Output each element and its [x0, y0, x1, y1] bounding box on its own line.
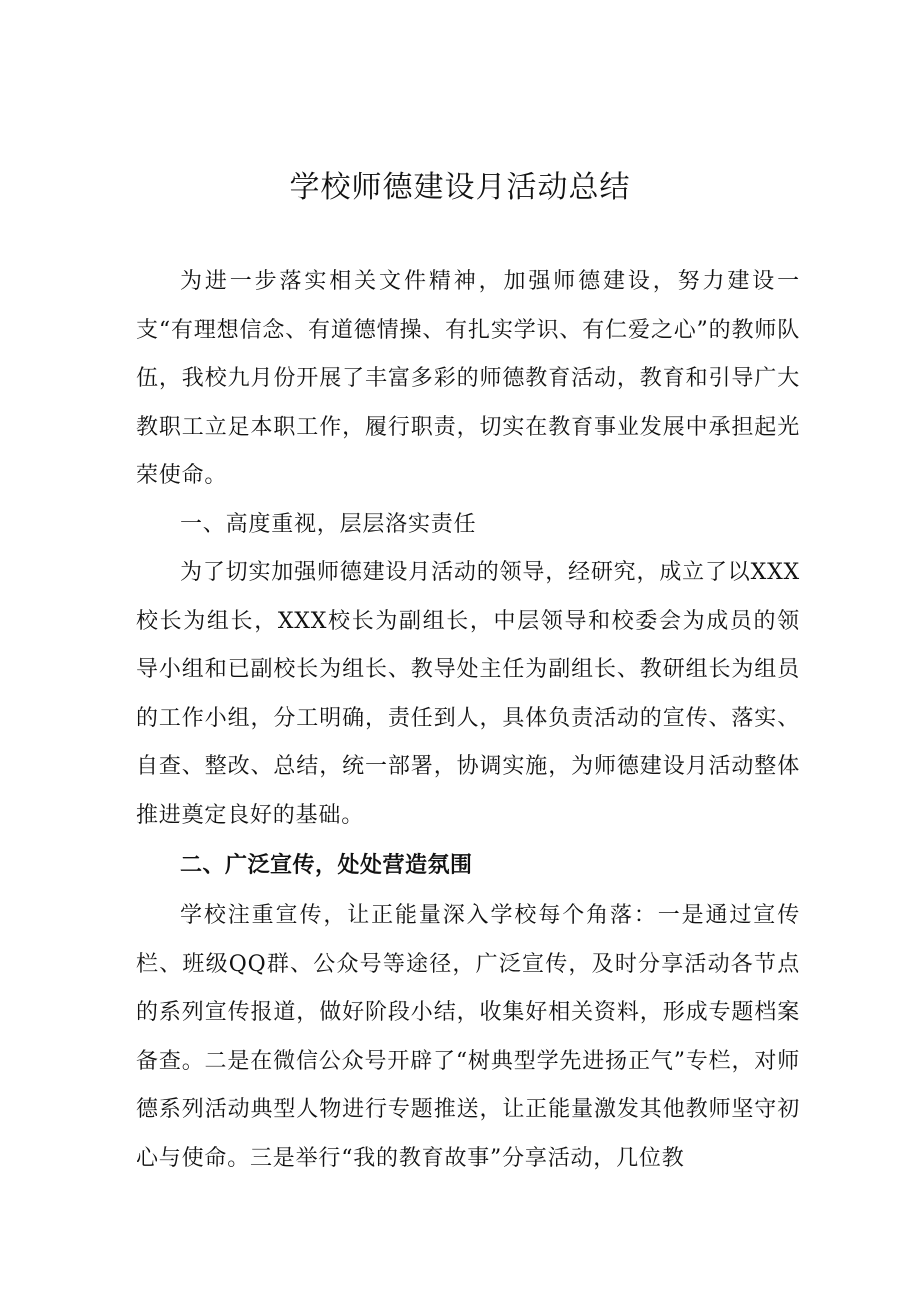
section1-paragraph: 为了切实加强师德建设月活动的领导，经研究，成立了以XXX校长为组长，XXX校长为副组长，中层领导和校委会为成员的领导小组和已副校长为组长、教导处主任为副组长、教研组长为组员的工作小组，分工明确，责任到人，具体负责活动的宣传、落实、自查、整改、总结，统一部署，协调实施，为师德建设月活动整体推进奠定良好的基础。 — [136, 560, 800, 828]
intro-paragraph: 为进一步落实相关文件精神，加强师德建设，努力建设一支“有理想信念、有道德情操、有扎实学识、有仁爱之心”的教师队伍，我校九月份开展了丰富多彩的师德教育活动，教育和引导广大教职工立足本职工作，履行职责，切实在教育事业发展中承担起光荣使命。 — [136, 269, 800, 488]
section2-paragraph: 学校注重宣传，让正能量深入学校每个角落：一是通过宣传栏、班级QQ群、公众号等途径，广泛宣传，及时分享活动各节点的系列宣传报道，做好阶段小结，收集好相关资料，形成专题档案备查。二是在微信公众号开辟了“树典型学先进扬正气”专栏，对师德系列活动典型人物进行专题推送，让正能量激发其他教师坚守初心与使命。三是举行“我的教育故事”分享活动，几位教 — [136, 903, 800, 1171]
document-title: 学校师德建设月活动总结 — [289, 170, 631, 205]
section1-heading: 一、高度重视，层层洛实责任 — [180, 511, 477, 537]
document-body — [136, 258, 800, 1183]
section2-heading: 二、广泛宣传，处处营造氛围 — [180, 853, 473, 878]
